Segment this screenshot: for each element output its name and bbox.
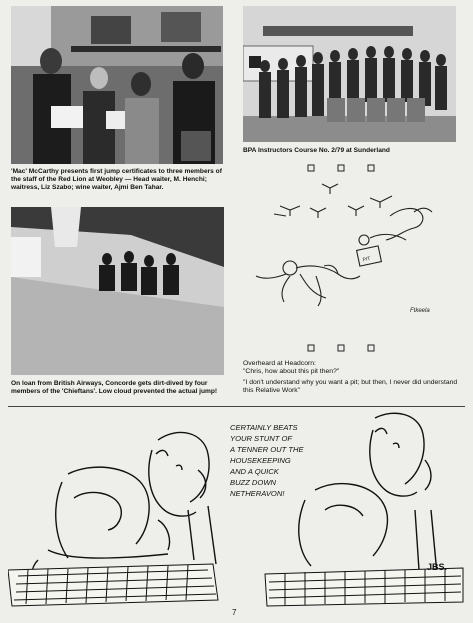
caption-concorde: On loan from British Airways, Concorde gets dirt-dived by four members of the 'Chieftans'. Low cloud prevented the actual jump! [11, 380, 218, 396]
caption-certificates: 'Mac' McCarthy presents first jump certificates to three members of the staff of the Red Lion at Weobley — Head waiter, M. Henchi; waitress, Liz Szabo; wine waiter, Ajmi Ben Tahar. [11, 168, 222, 192]
caption-headcorn-line-1: Overheard at Headcorn: [243, 360, 316, 367]
speech-line-3: A TENNER OUT THE [230, 445, 304, 454]
caption-headcorn [243, 360, 458, 396]
caption-instructors-course: BPA Instructors Course No. 2/79 at Sunderland [243, 147, 390, 154]
speech-line-5: AND A QUICK [230, 467, 279, 476]
photo-certificates [11, 6, 223, 164]
pit-sign-text: PIT [362, 255, 372, 264]
cartoon-bottom-right [225, 410, 465, 610]
photo-concorde [11, 207, 224, 375]
caption-headcorn-line-2: "Chris, how about this pit then?" [243, 368, 340, 376]
sky-cartoon-signature: Ftkeela [410, 308, 430, 314]
cartoon-skydivers [240, 176, 460, 336]
section-divider [8, 406, 465, 407]
cartoon-signature: JBS. [427, 562, 448, 572]
speech-line-6: BUZZ DOWN [230, 478, 276, 487]
divider-squares-top [240, 163, 460, 175]
speech-line-2: YOUR STUNT OF [230, 434, 293, 443]
caption-headcorn-line-3: "I don't understand why you want a pit; but then, I never did understand this Relative Work" [243, 378, 458, 395]
page-number: 7 [232, 608, 237, 617]
divider-squares-bottom [240, 343, 460, 355]
speech-line-7: NETHERAVON! [230, 489, 285, 498]
speech-line-4: HOUSEKEEPING [230, 456, 291, 465]
cartoon-bottom-left [8, 410, 223, 610]
photo-instructors-course [243, 6, 456, 142]
speech-line-1: CERTAINLY BEATS [230, 423, 298, 432]
